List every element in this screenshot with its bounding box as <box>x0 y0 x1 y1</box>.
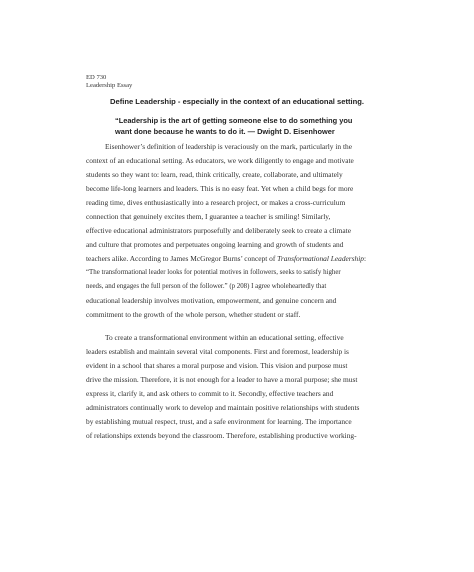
paragraph-1-line-6: connection that genuinely excites them, I guarantee a teacher is smiling! Similarly, <box>86 212 331 221</box>
paragraph-1-line-11: needs, and engages the full person of the follower.” (p 208) I agree wholeheartedly that <box>86 283 327 290</box>
paragraph-1-line-9 <box>86 254 366 264</box>
paragraph-2-line-3: evident in a school that shares a moral purpose and vision. This vision and purpose must <box>86 361 348 370</box>
line-9-colon: : <box>364 254 367 263</box>
line-9-text: teachers alike. According to James McGregor Burns’ concept of <box>86 254 278 263</box>
paragraph-1-line-10: “The transformational leader looks for potential motives in followers, seeks to satisfy higher <box>86 269 341 276</box>
paragraph-1-line-5: reading time, dives enthusiastically into a research project, or makes a cross-curriculum <box>86 198 346 207</box>
paragraph-2-line-8: of relationships extends beyond the classroom. Therefore, establishing productive working- <box>86 431 357 440</box>
paragraph-2-line-2: leaders establish and maintain several vital components. First and foremost, leadership is <box>86 347 349 356</box>
paragraph-2-line-6: administrators continually work to develop and maintain positive relationships with students <box>86 403 360 412</box>
quote-line-1: “Leadership is the art of getting someone else to do something you <box>115 116 353 125</box>
paragraph-1-line-4: become life-long learners and leaders. This is no easy feat. Yet when a child begs for more <box>86 184 354 193</box>
paragraph-1-line-2: context of an educational setting. As educators, we work diligently to engage and motivate <box>86 156 354 165</box>
course-code: ED 730 <box>86 74 107 81</box>
book-title: Transformational Leadership <box>277 254 364 263</box>
quote-line-2: want done because he wants to do it. — Dwight D. Eisenhower <box>115 127 335 136</box>
paragraph-2-line-1: To create a transformational environment within an educational setting, effective <box>105 333 344 342</box>
paragraph-1-line-13: commitment to the growth of the whole person, whether student or staff. <box>86 310 301 319</box>
paragraph-2-line-5: express it, clarify it, and ask others to commit to it. Secondly, effective teachers and <box>86 389 334 398</box>
paragraph-1-line-12: educational leadership involves motivation, empowerment, and genuine concern and <box>86 296 337 305</box>
paragraph-2-line-4: drive the mission. Therefore, it is not enough for a leader to have a moral purpose; she must <box>86 375 358 384</box>
essay-subtitle: Leadership Essay <box>86 82 133 89</box>
paragraph-1-line-7: effective educational administrators purposefully and deliberately seek to create a climate <box>86 226 351 235</box>
paragraph-2-line-7: by establishing mutual respect, trust, and a safe environment for learning. The importance <box>86 417 352 426</box>
paragraph-1-line-8: and culture that promotes and perpetuates ongoing learning and growth of students and <box>86 240 344 249</box>
paragraph-1-line-3: students so they want to: learn, read, think critically, create, collaborate, and ultimately <box>86 170 343 179</box>
paragraph-1-line-1: Eisenhower’s definition of leadership is veraciously on the mark, particularly in the <box>105 142 352 151</box>
essay-title: Define Leadership - especially in the context of an educational setting. <box>109 97 365 106</box>
